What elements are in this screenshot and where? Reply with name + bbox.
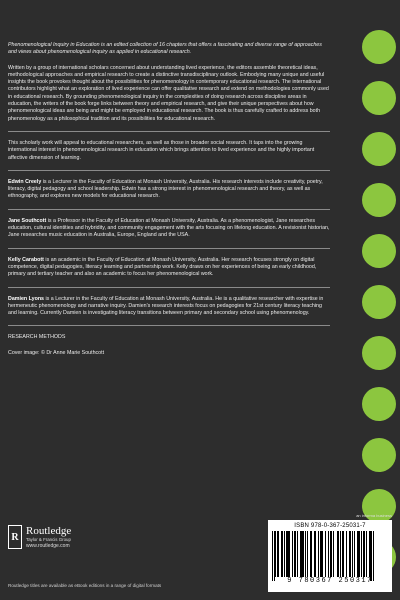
divider [8, 170, 330, 171]
subject-category: RESEARCH METHODS [8, 334, 66, 341]
decorative-circle [362, 81, 396, 115]
divider [8, 131, 330, 132]
divider [8, 325, 330, 326]
barcode-bar [373, 531, 374, 581]
author-bio-text: is a Lecturer in the Faculty of Education at Monash University, Australia. He is a qualitative researcher with expertise in hermeneutic phenomenology and narrative inquiry. Damien's research interests focus on pedagogies for 21st century literacy teaching and learning. Currently Damien is investigating literacy transitions between primary and secondary school using phenomenology. [8, 295, 324, 317]
cover-credit: Cover image: © Dr Anne Marie Southcott [8, 349, 105, 356]
footer-band [0, 505, 400, 600]
publisher-url: www.routledge.com [26, 542, 70, 549]
author-bio [8, 218, 330, 240]
author-bio [8, 296, 330, 318]
publisher-logo [8, 525, 71, 549]
author-name: Edwin Creely [8, 178, 42, 185]
intro-paragraph: Phenomenological Inquiry in Education is an edited collection of 16 chapters that offers a fascinating and diverse range of approaches and views about phenomenological inquiry as applied in educational research. [8, 42, 322, 56]
divider [8, 248, 330, 249]
divider [8, 209, 330, 210]
barcode [268, 520, 392, 592]
author-bio [8, 179, 330, 201]
decorative-circle [362, 285, 396, 319]
author-bio [8, 257, 330, 279]
isbn-text: ISBN 978-0-367-25031-7 [294, 523, 366, 529]
description-paragraph: Written by a group of international scholars concerned about understanding lived experience, the editors assemble theoretical ideas, methodological approaches and empirical research to create a distinctive transdisciplinary outlook. Embodying many unique and useful insights the book provokes thought about the possibilities for phenomenology in contemporary educational research. The international contributors highlight what an exploration of lived experience can offer qualitative research and extend on methodologies commonly used in educational research. By grounding phenomenological inquiry in the complexities of doing research across discipline areas in education, the writers of the book forge links between theory and empirical research, and give their unique perspectives about how phenomenological ideas are being and might be employed in educational research. The book is thus carefully crafted to address both phenomenology as a philosophical tradition and its possibilities for educational research. [8, 64, 329, 122]
imprint-text: an informa business [356, 513, 392, 518]
decorative-circle [362, 438, 396, 472]
author-name: Kelly Carabott [8, 256, 44, 263]
decorative-circle [362, 183, 396, 217]
text-column [8, 42, 330, 365]
barcode-bars [272, 531, 388, 577]
author-name: Jane Southcott [8, 217, 47, 224]
barcode-digits: 9 780367 250317 [287, 577, 373, 585]
decorative-circle [362, 132, 396, 166]
barcode-area [268, 513, 392, 592]
decorative-circle [362, 336, 396, 370]
author-bio-text: is a Professor in the Faculty of Education at Monash University, Australia. As a phenomenologist, Jane researches education, cultural identities and hybridity, and community engagement with the arts focusing on lifelong education. A revisionist historian, Jane researches music education in Australia, Europe, England and the USA. [8, 217, 330, 239]
decorative-circle [362, 234, 396, 268]
audience-paragraph: This scholarly work will appeal to educational researchers, as well as those in broader social research. It taps into the growing international interest in phenomenological research in education which brings attention to lived experience and the highly important affective dimension of learning. [8, 139, 315, 161]
logo-letter: R [11, 531, 19, 543]
ebook-note: Routledge titles are available as eBook editions in a range of digital formats [8, 583, 162, 588]
decorative-circle [362, 387, 396, 421]
author-bio-text: is an academic in the Faculty of Education at Monash University, Australia. Her research focuses strongly on digital competence, digital pedagogies, literacy learning and partnership work. Kelly draws on her experiences of being an early childhood, primary and tertiary teacher and also an academic to focus her phenomenological work. [8, 256, 317, 278]
publisher-group: Taylor & Francis Group [26, 536, 71, 542]
routledge-logo-icon [8, 525, 22, 549]
publisher-name: Routledge [26, 524, 72, 537]
divider [8, 287, 330, 288]
publisher-text [26, 526, 71, 549]
author-bio-text: is a Lecturer in the Faculty of Education at Monash University, Australia. His research interests include creativity, poetry, literacy, digital pedagogy and school leadership. Edwin has a strong interest in phenomenological research and theory, as well as ethnography, and explores new models for educational research. [8, 178, 323, 200]
author-name: Damien Lyons [8, 295, 45, 302]
decorative-circle [362, 30, 396, 64]
